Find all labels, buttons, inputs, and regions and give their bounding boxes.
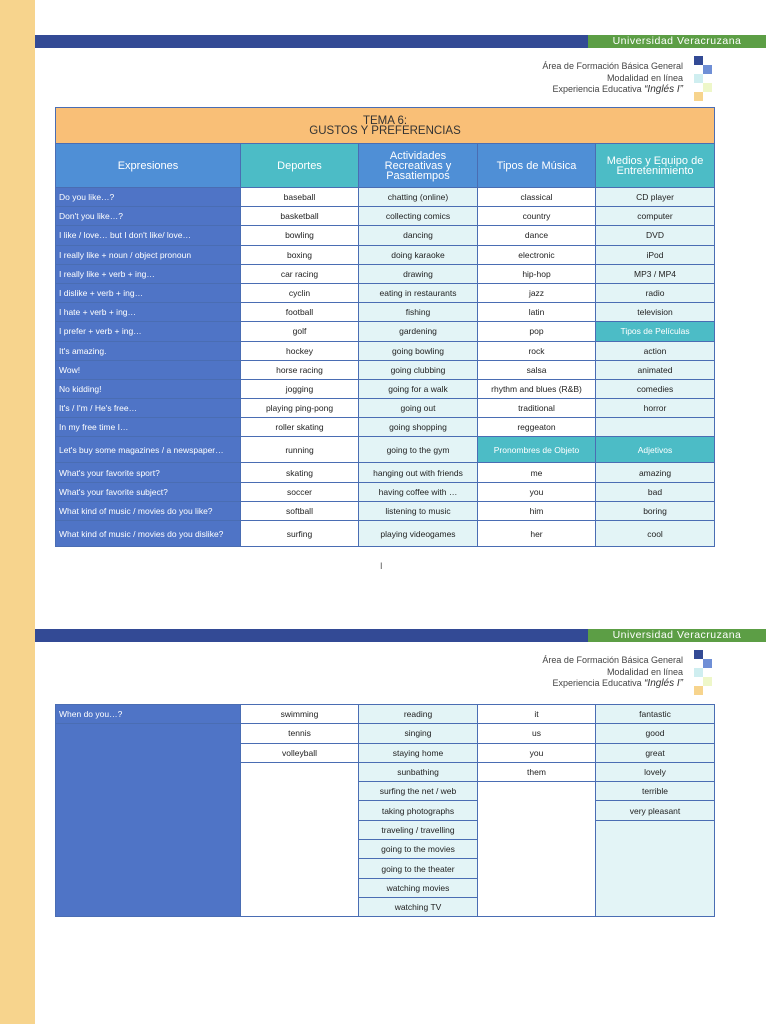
table-cell: golf: [241, 322, 359, 341]
table-cell: hockey: [241, 341, 359, 360]
expression-cell: What kind of music / movies do you like?: [56, 501, 241, 520]
table-cell: chatting (online): [359, 188, 478, 207]
table-cell: very pleasant: [596, 801, 715, 820]
table-cell: singing: [359, 724, 478, 743]
table-cell: roller skating: [241, 418, 359, 437]
table-cell: eating in restaurants: [359, 283, 478, 302]
table-cell: traditional: [478, 399, 596, 418]
table-row: [56, 724, 715, 743]
table-cell: traveling / travelling: [359, 820, 478, 839]
table-cell: drawing: [359, 264, 478, 283]
table-cell: [241, 762, 359, 916]
table-row: [56, 283, 715, 302]
table-cell: electronic: [478, 245, 596, 264]
table-title: TEMA 6: GUSTOS Y PREFERENCIAS: [56, 108, 715, 144]
table-cell: playing videogames: [359, 521, 478, 547]
header-banner-2: [35, 629, 742, 642]
banner-bar: [35, 35, 588, 48]
table-cell: watching movies: [359, 878, 478, 897]
table-row: [56, 379, 715, 398]
table-cell: horror: [596, 399, 715, 418]
header-modality: Modalidad en línea: [606, 72, 683, 83]
header-banner: [35, 35, 742, 48]
table-cell: car racing: [241, 264, 359, 283]
table-cell: sunbathing: [359, 762, 478, 781]
table-cell: boring: [596, 501, 715, 520]
table-cell: television: [596, 303, 715, 322]
vocabulary-table-continued: [55, 704, 715, 917]
expression-cell: No kidding!: [56, 379, 241, 398]
expression-cell: I like / love… but I don't like/ love…: [56, 226, 241, 245]
table-cell: playing ping-pong: [241, 399, 359, 418]
expression-cell: What kind of music / movies do you dislike?: [56, 521, 241, 547]
table-cell: fantastic: [596, 705, 715, 724]
table-cell: rhythm and blues (R&B): [478, 379, 596, 398]
table-cell: comedies: [596, 379, 715, 398]
table-cell: collecting comics: [359, 207, 478, 226]
table-cell: cyclin: [241, 283, 359, 302]
table-cell: animated: [596, 360, 715, 379]
university-name: Universidad Veracruzana: [588, 35, 766, 48]
table-row: [56, 303, 715, 322]
table-cell: Tipos de Películas: [596, 322, 715, 341]
expression-cell: It's / I'm / He's free…: [56, 399, 241, 418]
header-row: [56, 144, 715, 188]
table-row: [56, 705, 715, 724]
table-cell: bowling: [241, 226, 359, 245]
table-cell: cool: [596, 521, 715, 547]
table-cell: surfing: [241, 521, 359, 547]
table-cell: tennis: [241, 724, 359, 743]
table-cell: CD player: [596, 188, 715, 207]
table-cell: going bowling: [359, 341, 478, 360]
table-cell: me: [478, 463, 596, 482]
table-cell: horse racing: [241, 360, 359, 379]
university-name: Universidad Veracruzana: [588, 629, 766, 642]
table-row: [56, 322, 715, 341]
table-cell: jazz: [478, 283, 596, 302]
expression-cell: I dislike + verb + ing…: [56, 283, 241, 302]
expression-cell: I really like + verb + ing…: [56, 264, 241, 283]
expression-cell: Don't you like…?: [56, 207, 241, 226]
page-separator: [35, 582, 768, 630]
expression-cell: In my free time I…: [56, 418, 241, 437]
table-cell: latin: [478, 303, 596, 322]
expression-cell: Let's buy some magazines / a newspaper…: [56, 437, 241, 463]
expression-cell: I prefer + verb + ing…: [56, 322, 241, 341]
table-cell: it: [478, 705, 596, 724]
expression-cell: I really like + noun / object pronoun: [56, 245, 241, 264]
table-cell: running: [241, 437, 359, 463]
header-area: Área de Formación Básica General: [542, 655, 683, 665]
table-cell: soccer: [241, 482, 359, 501]
table-cell: us: [478, 724, 596, 743]
table-cell: boxing: [241, 245, 359, 264]
table-cell: jogging: [241, 379, 359, 398]
expression-cell: What's your favorite subject?: [56, 482, 241, 501]
table-cell: radio: [596, 283, 715, 302]
table-cell: dancing: [359, 226, 478, 245]
table-cell: fishing: [359, 303, 478, 322]
table-cell: hip-hop: [478, 264, 596, 283]
table-cell: going for a walk: [359, 379, 478, 398]
table-cell: listening to music: [359, 501, 478, 520]
table-cell: pop: [478, 322, 596, 341]
header-info-2: [363, 655, 683, 690]
table-row: [56, 482, 715, 501]
table-cell: salsa: [478, 360, 596, 379]
table-cell: softball: [241, 501, 359, 520]
table-cell: surfing the net / web: [359, 782, 478, 801]
table-row: [56, 360, 715, 379]
course-name: “Inglés I”: [644, 84, 683, 95]
course-name: “Inglés I”: [644, 678, 683, 689]
header-musica: Tipos de Música: [478, 144, 596, 188]
table-cell: action: [596, 341, 715, 360]
table-cell: [596, 820, 715, 916]
table-cell: DVD: [596, 226, 715, 245]
header-medios: Medios y Equipo de Entretenimiento: [596, 144, 715, 188]
expression-cell: It's amazing.: [56, 341, 241, 360]
expression-cell: Wow!: [56, 360, 241, 379]
table-cell: going out: [359, 399, 478, 418]
table-cell: them: [478, 762, 596, 781]
table-cell: amazing: [596, 463, 715, 482]
header-expresiones: Expresiones: [56, 144, 241, 188]
table-cell: Adjetivos: [596, 437, 715, 463]
table-cell: watching TV: [359, 897, 478, 916]
table-cell: dance: [478, 226, 596, 245]
table-row: [56, 501, 715, 520]
table-cell: you: [478, 743, 596, 762]
table-cell: great: [596, 743, 715, 762]
table-cell: good: [596, 724, 715, 743]
table-cell: [596, 418, 715, 437]
table-cell: country: [478, 207, 596, 226]
table-row: [56, 341, 715, 360]
table-row: [56, 418, 715, 437]
header-course-line: Experiencia Educativa “Inglés I”: [552, 84, 683, 95]
header-info: [363, 61, 683, 96]
table-cell: going clubbing: [359, 360, 478, 379]
table-cell: volleyball: [241, 743, 359, 762]
table-cell: staying home: [359, 743, 478, 762]
table-cell: lovely: [596, 762, 715, 781]
table-cell: going to the theater: [359, 859, 478, 878]
table-cell: MP3 / MP4: [596, 264, 715, 283]
table-cell: going to the movies: [359, 840, 478, 859]
page-number: I: [380, 561, 383, 571]
table-row: [56, 188, 715, 207]
table-row: [56, 463, 715, 482]
table-cell: baseball: [241, 188, 359, 207]
expression-cell: When do you…?: [56, 705, 241, 724]
table-row: [56, 264, 715, 283]
table-cell: computer: [596, 207, 715, 226]
table-cell: her: [478, 521, 596, 547]
header-course-line: Experiencia Educativa “Inglés I”: [552, 678, 683, 689]
table-cell: [478, 782, 596, 917]
table-row: [56, 437, 715, 463]
table-cell: having coffee with …: [359, 482, 478, 501]
table-cell: gardening: [359, 322, 478, 341]
table-cell: terrible: [596, 782, 715, 801]
table-row: [56, 245, 715, 264]
expression-cell: What's your favorite sport?: [56, 463, 241, 482]
table-cell: him: [478, 501, 596, 520]
table-row: [56, 399, 715, 418]
table-cell: hanging out with friends: [359, 463, 478, 482]
table-cell: taking photographs: [359, 801, 478, 820]
table-cell: reading: [359, 705, 478, 724]
expression-cell: I hate + verb + ing…: [56, 303, 241, 322]
table-cell: reggeaton: [478, 418, 596, 437]
left-decorative-strip: [0, 0, 35, 1024]
table-cell: Pronombres de Objeto: [478, 437, 596, 463]
table-cell: bad: [596, 482, 715, 501]
header-area: Área de Formación Básica General: [542, 61, 683, 71]
table-cell: iPod: [596, 245, 715, 264]
header-actividades: Actividades Recreativas y Pasatiempos: [359, 144, 478, 188]
table-cell: classical: [478, 188, 596, 207]
vocabulary-table: [55, 107, 715, 547]
table-cell: skating: [241, 463, 359, 482]
expression-cell: [56, 724, 241, 917]
table-cell: basketball: [241, 207, 359, 226]
table-cell: going shopping: [359, 418, 478, 437]
banner-bar: [35, 629, 588, 642]
header-deportes: Deportes: [241, 144, 359, 188]
table-cell: you: [478, 482, 596, 501]
table-cell: doing karaoke: [359, 245, 478, 264]
table-row: [56, 521, 715, 547]
header-modality: Modalidad en línea: [606, 666, 683, 677]
table-cell: going to the gym: [359, 437, 478, 463]
table-row: [56, 207, 715, 226]
table-cell: football: [241, 303, 359, 322]
table-row: [56, 226, 715, 245]
table-cell: swimming: [241, 705, 359, 724]
expression-cell: Do you like…?: [56, 188, 241, 207]
table-cell: rock: [478, 341, 596, 360]
